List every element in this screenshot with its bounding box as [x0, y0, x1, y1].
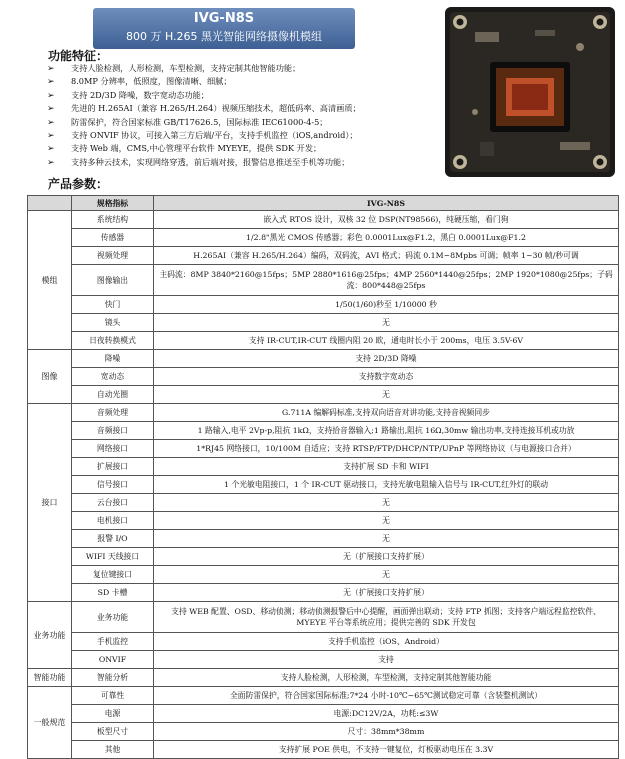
table-row — [28, 458, 619, 476]
table-row — [28, 669, 619, 687]
table-row — [28, 332, 619, 350]
table-row — [28, 512, 619, 530]
spec-key: 电源 — [72, 705, 154, 723]
spec-key: 降噪 — [72, 350, 154, 368]
spec-value: 支持手机监控（iOS、Android） — [154, 633, 619, 651]
table-row — [28, 422, 619, 440]
features-list — [47, 62, 437, 169]
table-row — [28, 723, 619, 741]
table-row — [28, 296, 619, 314]
spec-key: 报警 I/O — [72, 530, 154, 548]
spec-value: 支持扩展 POE 供电，不支持一键复位，灯板驱动电压在 3.3V — [154, 741, 619, 759]
spec-value: 支持人脸检测，人形检测，车型检测，支持定制其他智能功能 — [154, 669, 619, 687]
feature-item — [47, 89, 437, 102]
spec-value: 1 个光敏电阻接口，1 个 IR-CUT 驱动接口，支持光敏电阻输入信号与 IR-CUT,红外灯的联动 — [154, 476, 619, 494]
feature-item — [47, 116, 437, 129]
spec-value: 无 — [154, 512, 619, 530]
spec-key: 快门 — [72, 296, 154, 314]
spec-key: 可靠性 — [72, 687, 154, 705]
feature-item — [47, 156, 437, 169]
group-label: 接口 — [28, 404, 72, 602]
arrow-bullet-icon: ➢ — [47, 90, 55, 101]
table-row — [28, 687, 619, 705]
table-row — [28, 584, 619, 602]
spec-value: 无 — [154, 494, 619, 512]
spec-key: 网络接口 — [72, 440, 154, 458]
spec-key: 音频处理 — [72, 404, 154, 422]
table-row — [28, 651, 619, 669]
feature-item — [47, 62, 437, 75]
header-model: IVG-N8S — [154, 196, 619, 211]
spec-value: 无（扩展接口支持扩展） — [154, 584, 619, 602]
title-banner — [93, 8, 355, 49]
arrow-bullet-icon: ➢ — [47, 157, 55, 168]
group-label: 业务功能 — [28, 602, 72, 669]
feature-item — [47, 142, 437, 155]
spec-value: 全面防雷保护，符合国家国际标准;7*24 小时-10℃~65℃测试稳定可靠（含装整机测试） — [154, 687, 619, 705]
spec-value: 支持 2D/3D 降噪 — [154, 350, 619, 368]
arrow-bullet-icon: ➢ — [47, 117, 55, 128]
feature-text: 先进的 H.265AI（兼容 H.265/H.264）视频压缩技术，超低码率、高清画质； — [71, 103, 361, 114]
arrow-bullet-icon: ➢ — [47, 104, 55, 115]
feature-text: 防雷保护，符合国家标准 GB/T17626.5，国际标准 IEC61000-4-5； — [71, 116, 328, 127]
table-row — [28, 494, 619, 512]
table-row — [28, 530, 619, 548]
table-row — [28, 350, 619, 368]
spec-value: 电源:DC12V/2A，功耗:≤3W — [154, 705, 619, 723]
model-subtitle: 800 万 H.265 黑光智能网络摄像机模组 — [125, 30, 323, 43]
group-label: 图像 — [28, 350, 72, 404]
feature-text: 支持 Web 端，CMS,中心管理平台软件 MYEYE，提供 SDK 开发； — [71, 143, 322, 154]
spec-key: 图像输出 — [72, 265, 154, 296]
table-row — [28, 566, 619, 584]
feature-text: 支持 2D/3D 降噪，数字宽动态功能； — [71, 89, 209, 100]
camera-module-photo — [440, 2, 620, 182]
table-row — [28, 211, 619, 229]
spec-key: 手机监控 — [72, 633, 154, 651]
spec-key: 电机接口 — [72, 512, 154, 530]
feature-item — [47, 75, 437, 88]
spec-key: 系统结构 — [72, 211, 154, 229]
table-row — [28, 602, 619, 633]
spec-key: 业务功能 — [72, 602, 154, 633]
table-row — [28, 548, 619, 566]
spec-key: 日夜转换模式 — [72, 332, 154, 350]
table-row — [28, 368, 619, 386]
arrow-bullet-icon: ➢ — [47, 64, 55, 74]
spec-table-header — [28, 196, 619, 211]
feature-text: 支持多种云技术，实现网络穿透，前后端对接，报警信息推送至手机等功能； — [71, 156, 350, 167]
spec-value: G.711A 编解码标准,支持双向语音对讲功能,支持音视频同步 — [154, 404, 619, 422]
table-row — [28, 229, 619, 247]
arrow-bullet-icon: ➢ — [47, 144, 55, 155]
table-row — [28, 265, 619, 296]
spec-value: 支持数字宽动态 — [154, 368, 619, 386]
spec-key: SD 卡槽 — [72, 584, 154, 602]
spec-value: 1 路输入,电平 2Vp-p,阻抗 1kΩ，支持拾音器输入;1 路输出,阻抗 16Ω,30mw 输出功率,支持连接耳机或功放 — [154, 422, 619, 440]
spec-key: 镜头 — [72, 314, 154, 332]
spec-value: 无（扩展接口支持扩展） — [154, 548, 619, 566]
spec-value: 无 — [154, 530, 619, 548]
params-heading: 产品参数： — [48, 177, 109, 191]
spec-value: 1*RJ45 网络接口，10/100M 自适应；支持 RTSP/FTP/DHCP/NTP/UPnP 等网络协议（与电源接口合并） — [154, 440, 619, 458]
spec-key: 信号接口 — [72, 476, 154, 494]
features-heading: 功能特征： — [48, 49, 109, 63]
spec-value: 尺寸：38mm*38mm — [154, 723, 619, 741]
group-label: 模组 — [28, 211, 72, 350]
spec-table — [27, 195, 619, 759]
model-title: IVG-N8S — [193, 11, 255, 26]
spec-value: 支持 — [154, 651, 619, 669]
spec-key: 板型尺寸 — [72, 723, 154, 741]
feature-item — [47, 102, 437, 115]
spec-key: 云台接口 — [72, 494, 154, 512]
table-row — [28, 386, 619, 404]
group-label: 智能功能 — [28, 669, 72, 687]
spec-key: 复位键接口 — [72, 566, 154, 584]
feature-item — [47, 129, 437, 142]
spec-key: 宽动态 — [72, 368, 154, 386]
arrow-bullet-icon: ➢ — [47, 77, 55, 88]
table-row — [28, 476, 619, 494]
table-row — [28, 705, 619, 723]
table-row — [28, 404, 619, 422]
arrow-bullet-icon: ➢ — [47, 130, 55, 141]
spec-value: 主码流：8MP 3840*2160@15fps；5MP 2880*1616@25fps；4MP 2560*1440@25fps；2MP 1920*1080@25fps；子码流：800*448@25fps — [154, 265, 619, 296]
spec-value: 支持 IR-CUT,IR-CUT 线圈内阻 20 欧，通电时长小于 200ms，电压 3.5V-6V — [154, 332, 619, 350]
spec-key: 自动光圈 — [72, 386, 154, 404]
header-spec: 规格指标 — [72, 196, 154, 211]
spec-value: 无 — [154, 386, 619, 404]
spec-value: 支持 WEB 配置、OSD、移动侦测；移动侦测报警后中心提醒，画面弹出联动；支持 FTP 抓图；支持客户端远程监控软件、MYEYE 平台等系统应用；提供完善的 SDK 开发包 — [154, 602, 619, 633]
table-row — [28, 314, 619, 332]
header-blank — [28, 196, 72, 211]
feature-text: 8.0MP 分辨率，低照度，图像清晰、细腻； — [71, 76, 232, 87]
spec-value: 支持扩展 SD 卡和 WIFI — [154, 458, 619, 476]
spec-key: 传感器 — [72, 229, 154, 247]
spec-key: 其他 — [72, 741, 154, 759]
spec-key: 智能分析 — [72, 669, 154, 687]
feature-text: 支持 ONVIF 协议，可接入第三方后端/平台，支持手机监控（iOS,android）； — [71, 129, 358, 140]
spec-value: 1/50(1/60)秒至 1/10000 秒 — [154, 296, 619, 314]
spec-key: 扩展接口 — [72, 458, 154, 476]
spec-value: 1/2.8"黑光 CMOS 传感器；彩色 0.0001Lux@F1.2，黑白 0.0001Lux@F1.2 — [154, 229, 619, 247]
spec-value: 无 — [154, 566, 619, 584]
table-row — [28, 741, 619, 759]
table-row — [28, 440, 619, 458]
spec-key: 音频接口 — [72, 422, 154, 440]
spec-key: ONVIF — [72, 651, 154, 669]
spec-value: H.265AI（兼容 H.265/H.264）编码，双码流，AVI 格式；码流 0.1M~8Mpbs 可调；帧率 1~30 帧/秒可调 — [154, 247, 619, 265]
spec-key: 视频处理 — [72, 247, 154, 265]
spec-value: 无 — [154, 314, 619, 332]
table-row — [28, 633, 619, 651]
group-label: 一般规范 — [28, 687, 72, 759]
spec-key: WIFI 天线接口 — [72, 548, 154, 566]
feature-text: 支持人脸检测，人形检测，车型检测，支持定制其他智能功能； — [71, 63, 301, 73]
table-row — [28, 247, 619, 265]
spec-value: 嵌入式 RTOS 设计，双核 32 位 DSP(NT98566)，纯硬压缩，看门狗 — [154, 211, 619, 229]
